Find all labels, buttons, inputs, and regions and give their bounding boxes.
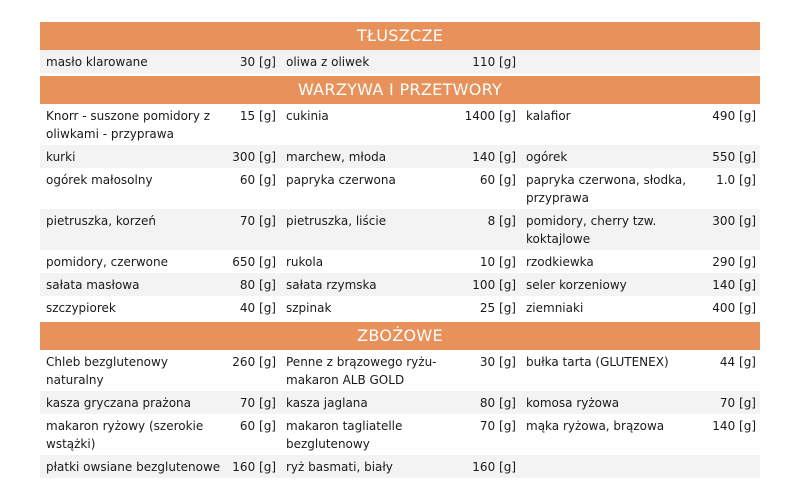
table-row	[40, 350, 760, 391]
ingredient-name: pietruszka, korzeń	[46, 214, 156, 228]
table-row	[40, 104, 760, 145]
ingredient-qty: 260 [g]	[232, 355, 276, 369]
ingredient-qty: 140 [g]	[712, 278, 756, 292]
ingredient-name: płatki owsiane bezglutenowe	[46, 460, 221, 474]
ingredient-cell	[520, 296, 760, 319]
section-header-tluszcze: TŁUSZCZE	[40, 22, 760, 50]
table-row	[40, 250, 760, 273]
ingredient-name: marchew, młoda	[286, 150, 387, 164]
ingredient-cell	[520, 455, 760, 478]
ingredient-name: rukola	[286, 255, 324, 269]
ingredient-qty: 60 [g]	[239, 173, 276, 187]
ingredient-qty: 80 [g]	[479, 396, 516, 410]
ingredient-name: komosa ryżowa	[526, 396, 620, 410]
ingredient-qty: 40 [g]	[239, 301, 276, 315]
ingredient-name: ryż basmati, biały	[286, 460, 393, 474]
section-header-zbozowe: ZBOŻOWE	[40, 322, 760, 350]
ingredient-qty: 300 [g]	[232, 150, 276, 164]
table-row	[40, 414, 760, 455]
ingredient-name: ogórek	[526, 150, 568, 164]
ingredient-cell	[280, 250, 520, 273]
ingredient-qty: 300 [g]	[712, 214, 756, 228]
ingredient-cell	[520, 50, 760, 73]
ingredient-cell	[40, 296, 280, 319]
ingredient-cell	[40, 250, 280, 273]
ingredient-name: pomidory, cherry tzw. koktajlowe	[526, 214, 657, 246]
ingredient-cell	[280, 414, 520, 455]
ingredient-qty: 160 [g]	[472, 460, 516, 474]
table-row	[40, 145, 760, 168]
ingredient-name: bułka tarta (GLUTENEX)	[526, 355, 669, 369]
ingredient-name: Chleb bezglutenowy naturalny	[46, 355, 168, 387]
ingredient-cell	[520, 273, 760, 296]
ingredient-qty: 80 [g]	[239, 278, 276, 292]
ingredient-qty: 160 [g]	[232, 460, 276, 474]
ingredient-name: makaron ryżowy (szerokie wstążki)	[46, 419, 204, 451]
ingredient-cell	[40, 168, 280, 209]
ingredient-cell	[280, 296, 520, 319]
ingredient-qty: 140 [g]	[712, 419, 756, 433]
ingredient-name: seler korzeniowy	[526, 278, 627, 292]
ingredient-cell	[40, 391, 280, 414]
ingredient-name: papryka czerwona	[286, 173, 396, 187]
table-row	[40, 209, 760, 250]
ingredient-qty: 110 [g]	[472, 55, 516, 69]
ingredient-cell	[280, 273, 520, 296]
table-row	[40, 296, 760, 319]
ingredient-qty: 1400 [g]	[464, 109, 516, 123]
ingredient-name: sałata rzymska	[286, 278, 377, 292]
ingredient-cell	[280, 455, 520, 478]
ingredient-name: pietruszka, liście	[286, 214, 387, 228]
ingredient-qty: 490 [g]	[712, 109, 756, 123]
ingredient-qty: 70 [g]	[719, 396, 756, 410]
ingredient-qty: 30 [g]	[239, 55, 276, 69]
table-row	[40, 455, 760, 478]
ingredient-qty: 400 [g]	[712, 301, 756, 315]
ingredient-cell	[40, 273, 280, 296]
ingredient-cell	[520, 414, 760, 455]
ingredient-qty: 70 [g]	[239, 396, 276, 410]
ingredient-cell	[520, 391, 760, 414]
table-row	[40, 50, 760, 73]
ingredient-qty: 8 [g]	[487, 214, 516, 228]
ingredient-qty: 60 [g]	[239, 419, 276, 433]
ingredient-cell	[280, 50, 520, 73]
ingredient-cell	[280, 209, 520, 250]
ingredient-cell	[520, 350, 760, 391]
ingredient-qty: 60 [g]	[479, 173, 516, 187]
ingredient-cell	[520, 168, 760, 209]
ingredient-name: ogórek małosolny	[46, 173, 153, 187]
ingredient-qty: 140 [g]	[472, 150, 516, 164]
ingredient-name: szczypiorek	[46, 301, 116, 315]
ingredient-cell	[280, 145, 520, 168]
ingredient-qty: 70 [g]	[479, 419, 516, 433]
ingredient-cell	[520, 209, 760, 250]
ingredient-cell	[280, 168, 520, 209]
ingredient-name: makaron tagliatelle bezglutenowy	[286, 419, 403, 451]
table-row	[40, 273, 760, 296]
ingredient-qty: 1.0 [g]	[716, 173, 756, 187]
ingredient-qty: 30 [g]	[479, 355, 516, 369]
ingredient-name: Penne z brązowego ryżu- makaron ALB GOLD	[286, 355, 437, 387]
ingredient-name: szpinak	[286, 301, 332, 315]
ingredient-qty: 10 [g]	[479, 255, 516, 269]
ingredient-name: kasza jaglana	[286, 396, 368, 410]
ingredient-cell	[280, 391, 520, 414]
ingredient-cell	[40, 455, 280, 478]
ingredient-cell	[520, 145, 760, 168]
section-header-warzywa: WARZYWA I PRZETWORY	[40, 76, 760, 104]
ingredient-qty: 70 [g]	[239, 214, 276, 228]
ingredient-name: kurki	[46, 150, 76, 164]
ingredient-cell	[40, 104, 280, 145]
ingredient-name: sałata masłowa	[46, 278, 140, 292]
table-row	[40, 391, 760, 414]
ingredient-cell	[40, 350, 280, 391]
ingredient-name: mąka ryżowa, brązowa	[526, 419, 665, 433]
ingredient-name: papryka czerwona, słodka, przyprawa	[526, 173, 687, 205]
ingredient-cell	[280, 104, 520, 145]
ingredient-name: masło klarowane	[46, 55, 148, 69]
ingredient-name: cukinia	[286, 109, 329, 123]
ingredient-qty: 100 [g]	[472, 278, 516, 292]
ingredient-name: Knorr - suszone pomidory z oliwkami - przyprawa	[46, 109, 211, 141]
ingredient-qty: 25 [g]	[479, 301, 516, 315]
ingredient-name: kasza gryczana prażona	[46, 396, 191, 410]
ingredient-qty: 44 [g]	[719, 355, 756, 369]
ingredient-cell	[40, 145, 280, 168]
table-row	[40, 168, 760, 209]
ingredient-cell	[520, 250, 760, 273]
ingredient-name: kalafior	[526, 109, 571, 123]
ingredient-cell	[520, 104, 760, 145]
ingredient-qty: 15 [g]	[239, 109, 276, 123]
ingredient-cell	[280, 350, 520, 391]
ingredient-cell	[40, 50, 280, 73]
ingredient-name: oliwa z oliwek	[286, 55, 370, 69]
ingredient-cell	[40, 209, 280, 250]
ingredient-name: ziemniaki	[526, 301, 584, 315]
ingredient-qty: 650 [g]	[232, 255, 276, 269]
ingredient-qty: 290 [g]	[712, 255, 756, 269]
ingredient-name: pomidory, czerwone	[46, 255, 168, 269]
ingredient-qty: 550 [g]	[712, 150, 756, 164]
ingredient-cell	[40, 414, 280, 455]
ingredient-name: rzodkiewka	[526, 255, 594, 269]
